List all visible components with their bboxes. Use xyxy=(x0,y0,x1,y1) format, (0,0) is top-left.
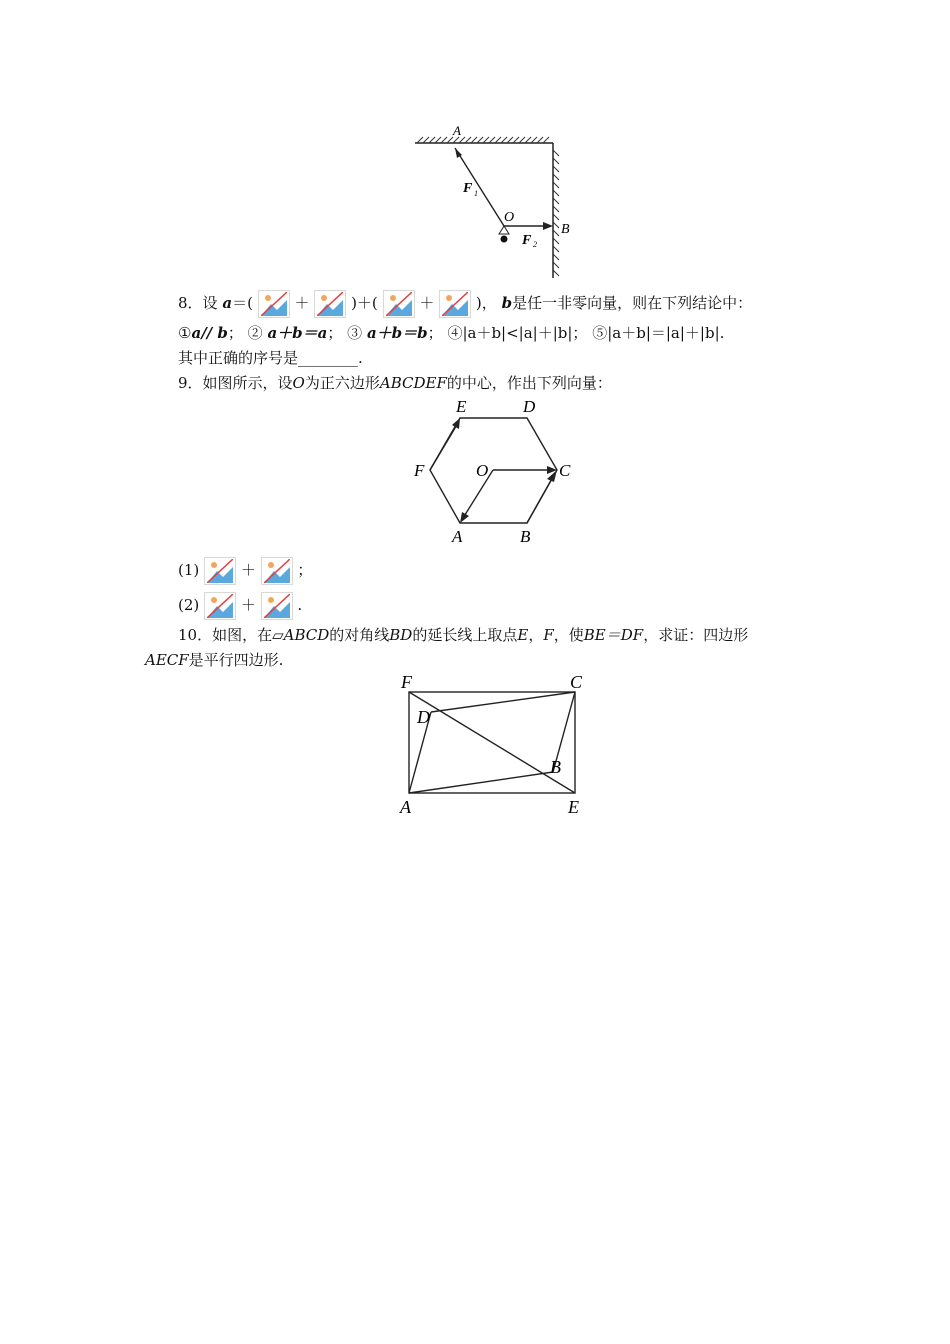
image-placeholder-icon xyxy=(261,592,293,620)
q8-line2 xyxy=(178,323,724,343)
q8-rest: 是任一非零向量，则在下列结论中： xyxy=(512,294,753,312)
hex-label-F: F xyxy=(414,461,425,480)
parallelogram-diagram xyxy=(395,672,595,817)
q10-text-5: ，求证：四边形 xyxy=(643,626,749,644)
q10-text-4: ，使 xyxy=(553,626,584,644)
q9-part1-num: (1) xyxy=(178,561,200,579)
q10-text-1: 10．如图，在▱ xyxy=(178,626,284,644)
hex-label-E: E xyxy=(456,397,467,416)
q9-text-2: 为正六边形 xyxy=(304,374,380,392)
q10-abcd: ABCD xyxy=(283,626,330,644)
q8-mid: )＋( xyxy=(351,294,378,312)
q10-text-6: 是平行四边形. xyxy=(188,651,284,669)
q8-choice2: a＋b＝a xyxy=(267,324,328,342)
q8-close: )， xyxy=(475,294,497,312)
q10-text-3: 的延长线上取点 xyxy=(412,626,518,644)
q10-line1 xyxy=(178,625,748,645)
q9-part1 xyxy=(178,557,312,585)
hex-label-A: A xyxy=(452,527,463,546)
q8-plus-1: ＋ xyxy=(294,294,310,312)
q8-choice4: ④|a＋b|<|a|＋|b|； xyxy=(447,324,588,342)
q10-comma: ， xyxy=(528,626,544,644)
label-A: A xyxy=(453,123,461,138)
force-diagram xyxy=(405,118,580,283)
q8-choice3-end: ； xyxy=(427,324,443,342)
q9-hexagon-name: ABCDEF xyxy=(379,374,447,392)
label-F2-sub: 2 xyxy=(533,240,537,249)
rect-label-B: B xyxy=(550,757,561,777)
q8-choice2-mark: ② xyxy=(247,324,268,342)
q8-line1 xyxy=(178,290,752,318)
rect-label-C: C xyxy=(570,672,583,692)
label-F2: F xyxy=(522,233,532,248)
q10-aecf: AECF xyxy=(145,651,189,669)
hex-label-B: B xyxy=(520,527,531,546)
rect-label-D: D xyxy=(417,707,430,727)
image-placeholder-icon xyxy=(258,290,290,318)
q9-text-1: 9．如图所示，设 xyxy=(178,374,293,392)
rect-label-E: E xyxy=(568,797,579,817)
label-F1-sub: 1 xyxy=(474,189,478,198)
hex-label-O: O xyxy=(476,461,489,480)
q10-eq: BE＝DF xyxy=(583,626,644,644)
q8-number: 8．设 xyxy=(178,294,218,312)
q9-part1-plus: ＋ xyxy=(240,561,256,579)
q8-vector-a: a xyxy=(222,294,233,312)
wall-hatching xyxy=(553,150,559,276)
q8-choice3-mark: ③ xyxy=(347,324,367,342)
q10-f: F xyxy=(543,626,554,644)
q8-plus-2: ＋ xyxy=(419,294,435,312)
q8-choice2-end: ； xyxy=(327,324,343,342)
ceiling-hatching xyxy=(417,137,549,143)
q10-e: E xyxy=(517,626,529,644)
q8-choice1-b: // b xyxy=(201,324,228,342)
q8-choice1-mark: ① xyxy=(178,324,192,342)
q9-part1-end: ； xyxy=(297,561,313,579)
q8-choice1-end: ； xyxy=(227,324,243,342)
q8-eq: ＝( xyxy=(232,294,253,312)
hex-label-D: D xyxy=(523,397,536,416)
image-placeholder-icon xyxy=(314,290,346,318)
q10-text-2: 的对角线 xyxy=(329,626,390,644)
q8-choice1-a: a xyxy=(191,324,202,342)
label-B: B xyxy=(561,222,570,237)
image-placeholder-icon xyxy=(204,592,236,620)
hexagon-diagram xyxy=(405,393,580,548)
q10-bd: BD xyxy=(389,626,413,644)
label-F1: F xyxy=(463,181,473,196)
label-O: O xyxy=(504,210,515,225)
image-placeholder-icon xyxy=(204,557,236,585)
q10-line2 xyxy=(145,650,283,670)
hex-label-C: C xyxy=(559,461,571,480)
image-placeholder-icon xyxy=(439,290,471,318)
q8-choice5: ⑤|a＋b|＝|a|＋|b|. xyxy=(592,324,725,342)
q8-ask: 其中正确的序号是________. xyxy=(178,349,363,367)
q9-part2-plus: ＋ xyxy=(240,596,256,614)
image-placeholder-icon xyxy=(261,557,293,585)
image-placeholder-icon xyxy=(383,290,415,318)
q9-part2-num: (2) xyxy=(178,596,200,614)
q8-choice3: a＋b＝b xyxy=(366,324,428,342)
rect-label-F: F xyxy=(401,672,412,692)
q9-part2 xyxy=(178,592,302,620)
q8-vector-b: b xyxy=(501,294,513,312)
q9-part2-end: . xyxy=(297,596,303,614)
q9-center-O: O xyxy=(292,374,305,392)
q9-text-3: 的中心，作出下列向量： xyxy=(446,374,612,392)
rect-label-A: A xyxy=(400,797,411,817)
q9-text xyxy=(178,373,612,393)
